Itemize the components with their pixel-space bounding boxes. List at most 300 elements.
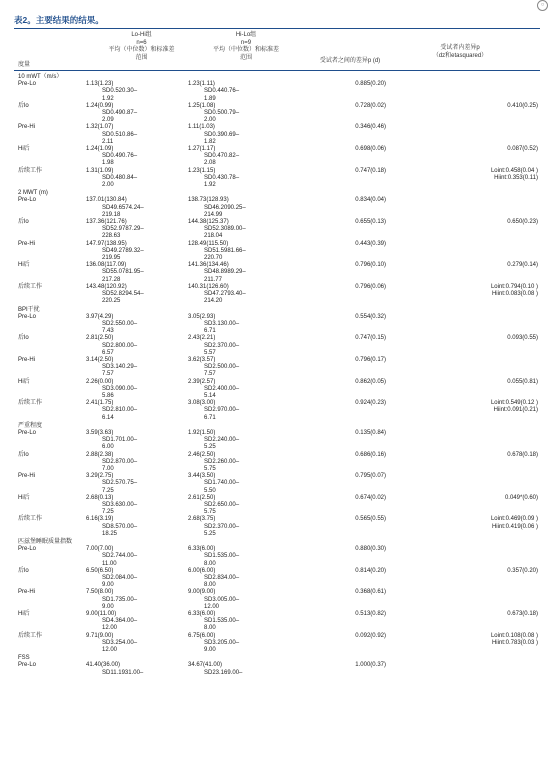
header-hilo-stat: 平均（中位数）和标准差 (212, 47, 279, 53)
row-label: 后lo (18, 219, 29, 226)
lohi-value (86, 589, 188, 611)
hilo-value (188, 633, 291, 655)
lohi-value-line: 2.41(1.75) (86, 400, 114, 407)
hilo-value (188, 546, 291, 568)
within-value (386, 546, 538, 568)
lohi-value-line: SD49.2789.32– (102, 247, 144, 254)
lohi-value (86, 662, 188, 676)
section-name: 匹兹堡睡眠质量指数 (18, 539, 73, 545)
hilo-value-line: 1.25(1.08) (188, 102, 216, 109)
between-value: 1.000(0.37) (355, 662, 386, 669)
within-value-line: 0.055(0.81) (507, 378, 538, 385)
row-label: Pre-Hi (18, 356, 36, 363)
lohi-value-line: 9.00 (102, 582, 114, 589)
section-header-row (18, 189, 538, 197)
table-row (18, 516, 538, 538)
table-row (18, 473, 538, 495)
table-row (18, 633, 538, 655)
lohi-value (86, 335, 188, 357)
lohi-value-line: 5.86 (102, 392, 114, 399)
within-value (386, 452, 538, 474)
table-header-rule (14, 70, 540, 71)
table-row (18, 103, 538, 125)
hilo-value (188, 662, 291, 676)
hilo-value (188, 103, 291, 125)
header-within-sub: （dz和etasquared） (432, 52, 488, 59)
hilo-value-line: 9.00 (204, 647, 216, 654)
hilo-value (188, 197, 291, 219)
hilo-value-line: 2.46(2.50) (188, 451, 216, 458)
header-within-group (415, 45, 505, 60)
hilo-value-line: 6.33(6.00) (188, 611, 216, 618)
lohi-value (86, 284, 188, 306)
lohi-value (86, 452, 188, 474)
hilo-value (188, 589, 291, 611)
hilo-value-line: 2.68(3.75) (188, 516, 216, 523)
lohi-value-line: 2.09 (102, 117, 114, 124)
lohi-value-line: 1.31(1.09) (86, 167, 114, 174)
lohi-value-line: 2.88(2.38) (86, 451, 114, 458)
lohi-value-line: 3.14(2.50) (86, 356, 114, 363)
hilo-value-line: 1.92(1.50) (188, 429, 216, 436)
lohi-value-line: 2.81(2.50) (86, 335, 114, 342)
row-label: Hi后 (18, 494, 30, 501)
hilo-value-line: 218.04 (204, 233, 223, 240)
hilo-value-line: 214.20 (204, 298, 223, 305)
lohi-value (86, 516, 188, 538)
header-hilo-group (196, 32, 296, 62)
lohi-value (86, 357, 188, 379)
lohi-value-line: 9.00 (102, 603, 114, 610)
within-value (386, 103, 538, 125)
row-label: Pre-Hi (18, 240, 36, 247)
lohi-value (86, 103, 188, 125)
lohi-value-line: 6.50(6.50) (86, 567, 114, 574)
table-row (18, 452, 538, 474)
within-value-line: 0.279(0.14) (507, 262, 538, 269)
lohi-value-line: SD0.520.30– (102, 88, 138, 95)
between-value: 0.674(0.02) (355, 494, 386, 501)
lohi-value-line: SD0.480.84– (102, 174, 138, 181)
hilo-value (188, 284, 291, 306)
lohi-value-line: 41.40(36.00) (86, 662, 121, 669)
section-name: FSS (18, 655, 30, 662)
within-value (386, 516, 538, 538)
row-label: Pre-Lo (18, 313, 37, 320)
between-value: 0.728(0.02) (355, 102, 386, 109)
row-label: 后续工作 (18, 283, 43, 290)
between-value: 0.443(0.39) (355, 240, 386, 247)
section-name: BPI干扰 (18, 306, 40, 313)
row-label: 后lo (18, 335, 29, 342)
within-value-line: Hiint:0.091(0.21) (493, 407, 538, 414)
hilo-value-line: 12.00 (204, 603, 220, 610)
lohi-value-line: 2.00 (102, 182, 114, 189)
hilo-value-line: 1.23(1.11) (188, 81, 215, 88)
table-row (18, 589, 538, 611)
lohi-value (86, 568, 188, 590)
hilo-value-line: SD1.535.00– (204, 553, 240, 560)
hilo-value-line: SD2.500.00– (204, 364, 240, 371)
within-value (386, 611, 538, 633)
lohi-value-line: SD2.870.00– (102, 458, 138, 465)
section-header-row (18, 654, 538, 662)
lohi-value-line: SD2.810.00– (102, 407, 138, 414)
lohi-value-line: 7.25 (102, 487, 114, 494)
table-row (18, 262, 538, 284)
between-value: 0.368(0.61) (355, 589, 386, 596)
lohi-value (86, 124, 188, 146)
hilo-value (188, 335, 291, 357)
within-value-line: 0.650(0.23) (507, 219, 538, 226)
table-title: 表2。主要结果的结果。 (14, 15, 104, 25)
lohi-value-line: 1.24(1.09) (86, 146, 114, 153)
hilo-value-line: 6.00(6.00) (188, 567, 216, 574)
hilo-value-line: 1.89 (204, 95, 216, 102)
row-label: 后续工作 (18, 516, 43, 523)
row-label: Pre-Hi (18, 589, 36, 596)
lohi-value-line: 7.50(8.00) (86, 589, 114, 596)
hilo-value (188, 146, 291, 168)
hilo-value-line: SD2.260.00– (204, 458, 240, 465)
lohi-value (86, 314, 188, 336)
lohi-value-line: SD1.701.00– (102, 437, 138, 444)
within-value (386, 633, 538, 655)
hilo-value-line: 2.39(2.57) (188, 378, 216, 385)
hilo-value-line: SD0.440.76– (204, 88, 240, 95)
hilo-value-line: 5.25 (204, 530, 216, 537)
lohi-value (86, 430, 188, 452)
hilo-value (188, 516, 291, 538)
table-row (18, 568, 538, 590)
hilo-value-line: 2.00 (204, 117, 216, 124)
hilo-value-line: 7.57 (204, 371, 216, 378)
lohi-value-line: SD52.8294.54– (102, 291, 144, 298)
lohi-value-line: 2.11 (102, 138, 114, 145)
lohi-value-line: SD11.1931.00– (102, 669, 144, 676)
lohi-value-line: 7.00(7.00) (86, 546, 114, 553)
lohi-value-line: SD2.084.00– (102, 575, 138, 582)
lohi-value (86, 400, 188, 422)
hilo-value-line: 9.00(9.00) (188, 589, 216, 596)
hilo-value-line: 5.57 (204, 349, 216, 356)
within-value (386, 197, 538, 219)
hilo-value (188, 241, 291, 263)
within-value-line: 0.049*(0.60) (504, 494, 538, 501)
lohi-value-line: 11.00 (102, 560, 117, 567)
lohi-value-line: 6.14 (102, 414, 114, 421)
hilo-value-line: 1.11(1.03) (188, 124, 215, 131)
within-value (386, 473, 538, 495)
lohi-value-line: SD3.090.00– (102, 385, 138, 392)
lohi-value-line: 7.00 (102, 465, 114, 472)
lohi-value (86, 262, 188, 284)
hilo-value (188, 495, 291, 517)
lohi-value-line: 3.59(3.63) (86, 429, 114, 436)
lohi-value-line: SD2.550.00– (102, 320, 138, 327)
hilo-value-line: 2.43(2.21) (188, 335, 216, 342)
hilo-value (188, 452, 291, 474)
between-value: 0.795(0.07) (355, 473, 386, 480)
lohi-value-line: SD4.364.00– (102, 618, 138, 625)
table-row (18, 430, 538, 452)
table-row (18, 546, 538, 568)
hilo-value-line: 5.50 (204, 487, 216, 494)
hilo-value (188, 611, 291, 633)
lohi-value-line: 143.48(120.92) (86, 283, 127, 290)
within-value-line: 0.673(0.18) (507, 611, 538, 618)
hilo-value-line: 8.00 (204, 625, 216, 632)
row-label: Pre-Lo (18, 546, 37, 553)
within-value-line: Loint:0.108(0.08 ) (490, 632, 538, 639)
between-value: 0.686(0.16) (355, 451, 386, 458)
hilo-value-line: SD23.169.00– (204, 669, 243, 676)
lohi-value-line: 2.26(0.00) (86, 378, 114, 385)
table-row (18, 611, 538, 633)
hilo-value-line: SD2.370.00– (204, 523, 240, 530)
between-value: 0.880(0.30) (355, 546, 386, 553)
between-value: 0.135(0.84) (355, 429, 386, 436)
table-row (18, 197, 538, 219)
hilo-value (188, 379, 291, 401)
header-lohi-range: 范围 (135, 54, 148, 61)
lohi-value (86, 379, 188, 401)
table-row (18, 241, 538, 263)
lohi-value-line: 1.92 (102, 95, 114, 102)
row-label: Pre-Lo (18, 429, 37, 436)
lohi-value (86, 611, 188, 633)
section-name: 2 MWT (m) (18, 190, 48, 197)
header-lohi-stat: 平均（中位数）和标准差 (108, 47, 175, 53)
between-value: 0.655(0.13) (355, 219, 386, 226)
header-lohi-name: Lo-Hi组 (131, 32, 152, 38)
within-value (386, 81, 538, 103)
lohi-value-line: SD2.800.00– (102, 342, 138, 349)
lohi-value-line: 3.29(2.75) (86, 473, 114, 480)
lohi-value-line: SD49.6574.24– (102, 204, 144, 211)
between-value: 0.565(0.55) (355, 516, 386, 523)
hilo-value-line: 3.44(3.50) (188, 473, 216, 480)
within-value (386, 124, 538, 146)
hilo-value-line: 138.73(128.93) (188, 197, 229, 204)
hilo-value-line: 1.27(1.17) (188, 146, 216, 153)
lohi-value-line: 6.57 (102, 349, 114, 356)
lohi-value-line: 219.18 (102, 211, 121, 218)
lohi-value (86, 219, 188, 241)
hilo-value-line: 8.00 (204, 582, 216, 589)
table-row (18, 662, 538, 676)
table-row (18, 124, 538, 146)
hilo-value-line: 34.67(41.00) (188, 662, 223, 669)
section-header-row (18, 73, 538, 81)
within-value-line: Hiint:0.353(0.11) (494, 174, 538, 181)
within-value-line: Hiint:0.419(0.06 ) (491, 523, 538, 530)
lohi-value-line: 9.71(9.00) (86, 632, 114, 639)
hilo-value (188, 219, 291, 241)
row-label: Hi后 (18, 146, 30, 153)
hilo-value-line: 3.05(2.93) (188, 313, 216, 320)
within-value (386, 589, 538, 611)
hilo-value-line: 1.92 (204, 182, 216, 189)
within-value-line: 0.678(0.18) (507, 451, 538, 458)
hilo-value-line: SD0.470.82– (204, 153, 240, 160)
within-value (386, 430, 538, 452)
within-value-line: Loint:0.469(0.09 ) (490, 516, 538, 523)
lohi-value-line: 12.00 (102, 647, 118, 654)
hilo-value-line: SD1.740.00– (204, 480, 240, 487)
hilo-value (188, 568, 291, 590)
hilo-value-line: SD47.2793.40– (204, 291, 246, 298)
hilo-value (188, 430, 291, 452)
within-value-line: Hiint:0.083(0.08 ) (491, 291, 538, 298)
between-value: 0.346(0.46) (355, 124, 386, 131)
lohi-value-line: 1.98 (102, 160, 114, 167)
hilo-value-line: 6.71 (204, 414, 216, 421)
hilo-value-line: 6.33(6.00) (188, 546, 216, 553)
hilo-value-line: 211.77 (204, 276, 222, 283)
within-value (386, 357, 538, 379)
hilo-value-line: 3.08(3.00) (188, 400, 216, 407)
header-lohi-group (94, 32, 189, 62)
within-value-line: 0.093(0.55) (507, 335, 538, 342)
header-between: 受试者之间的差异p (d) (319, 58, 381, 64)
hilo-value-line: 2.61(2.50) (188, 494, 216, 501)
hilo-value-line: SD0.430.78– (204, 174, 240, 181)
hilo-value-line: SD3.130.00– (204, 320, 240, 327)
lohi-value-line: 1.32(1.07) (86, 124, 114, 131)
lohi-value (86, 495, 188, 517)
lohi-value-line: 7.57 (102, 371, 114, 378)
hilo-value-line: SD2.400.00– (204, 385, 240, 392)
within-value (386, 662, 538, 676)
hilo-value-line: 128.49(115.50) (188, 240, 229, 247)
lohi-value-line: SD8.570.00– (102, 523, 138, 530)
lohi-value-line: SD2.570.75– (102, 480, 138, 487)
lohi-value-line: SD0.510.86– (102, 131, 138, 138)
table-top-rule (14, 28, 540, 29)
lohi-value-line: 220.25 (102, 298, 121, 305)
lohi-value (86, 546, 188, 568)
hilo-value-line: 220.70 (204, 255, 223, 262)
row-label: 后续工作 (18, 400, 43, 407)
hilo-value (188, 357, 291, 379)
lohi-value-line: SD2.744.00– (102, 553, 138, 560)
table-row (18, 146, 538, 168)
hilo-value-line: SD3.205.00– (204, 639, 240, 646)
header-measure: 度量 (18, 62, 31, 68)
between-value: 0.513(0.82) (355, 611, 386, 618)
lohi-value-line: 228.63 (102, 233, 121, 240)
row-label: 后lo (18, 102, 29, 109)
lohi-value (86, 168, 188, 190)
row-label: Pre-Lo (18, 662, 37, 669)
lohi-value-line: 137.36(121.76) (86, 219, 127, 226)
hilo-value-line: 141.36(134.46) (188, 262, 229, 269)
row-label: Pre-Lo (18, 81, 37, 88)
within-value (386, 262, 538, 284)
row-label: Hi后 (18, 262, 30, 269)
row-label: Pre-Hi (18, 473, 36, 480)
within-value-line: Loint:0.549(0.12 ) (490, 400, 538, 407)
hilo-value-line: 144.38(125.37) (188, 219, 229, 226)
within-value (386, 568, 538, 590)
lohi-value-line: 18.25 (102, 530, 118, 537)
hilo-value-line: SD2.650.00– (204, 501, 240, 508)
lohi-value (86, 146, 188, 168)
hilo-value (188, 81, 291, 103)
hilo-value-line: SD1.535.00– (204, 618, 240, 625)
hilo-value-line: 8.00 (204, 560, 216, 567)
table-row (18, 81, 538, 103)
lohi-value-line: SD3.630.00– (102, 501, 138, 508)
section-header-row (18, 422, 538, 430)
hilo-value-line: SD3.005.00– (204, 596, 240, 603)
within-value (386, 400, 538, 422)
hilo-value (188, 124, 291, 146)
table-row (18, 284, 538, 306)
hilo-value-line: 5.25 (204, 444, 216, 451)
lohi-value-line: 2.68(0.13) (86, 494, 114, 501)
section-header-row (18, 306, 538, 314)
hilo-value-line: SD2.370.00– (204, 342, 240, 349)
header-hilo-name: Hi-Lo组 (235, 32, 257, 38)
lohi-value (86, 633, 188, 655)
between-value: 0.092(0.92) (355, 632, 386, 639)
row-label: 后lo (18, 567, 29, 574)
lohi-value-line: SD0.490.76– (102, 153, 138, 160)
within-value (386, 219, 538, 241)
between-value: 0.796(0.06) (355, 283, 386, 290)
lohi-value-line: 136.08(117.09) (86, 262, 127, 269)
hilo-value-line: SD2.834.00– (204, 575, 240, 582)
table-row (18, 379, 538, 401)
row-label: 后lo (18, 451, 29, 458)
table-row (18, 168, 538, 190)
within-value (386, 146, 538, 168)
lohi-value-line: 12.00 (102, 625, 118, 632)
header-hilo-n: n=9 (240, 39, 252, 46)
between-value: 0.747(0.15) (355, 335, 386, 342)
section-name: 10 mWT（m/s） (18, 74, 63, 80)
within-value (386, 314, 538, 336)
hilo-value-line: 3.62(3.57) (188, 356, 216, 363)
table-row (18, 495, 538, 517)
between-value: 0.796(0.17) (355, 356, 386, 363)
between-value: 0.862(0.05) (355, 378, 386, 385)
hilo-value-line: SD0.390.69– (204, 131, 240, 138)
row-label: 后续工作 (18, 632, 43, 639)
lohi-value-line: SD3.140.29– (102, 364, 138, 371)
table-row (18, 219, 538, 241)
results-table-body (18, 73, 538, 677)
row-label: Pre-Lo (18, 197, 37, 204)
row-label: Pre-Hi (18, 124, 36, 131)
hilo-value-line: 6.71 (204, 328, 216, 335)
section-name: 严重程度 (18, 422, 43, 429)
within-value-line: 0.357(0.20) (507, 567, 538, 574)
between-value: 0.747(0.18) (355, 167, 386, 174)
page-corner-icon: ○ (537, 0, 548, 11)
header-within-title: 受试者内差异p (440, 45, 480, 51)
hilo-value-line: 5.14 (204, 392, 216, 399)
hilo-value (188, 262, 291, 284)
lohi-value-line: 6.00 (102, 444, 114, 451)
hilo-value (188, 314, 291, 336)
between-value: 0.885(0.20) (355, 81, 386, 88)
lohi-value-line: 7.43 (102, 328, 114, 335)
hilo-value-line: SD48.8989.29– (204, 269, 246, 276)
hilo-value (188, 400, 291, 422)
